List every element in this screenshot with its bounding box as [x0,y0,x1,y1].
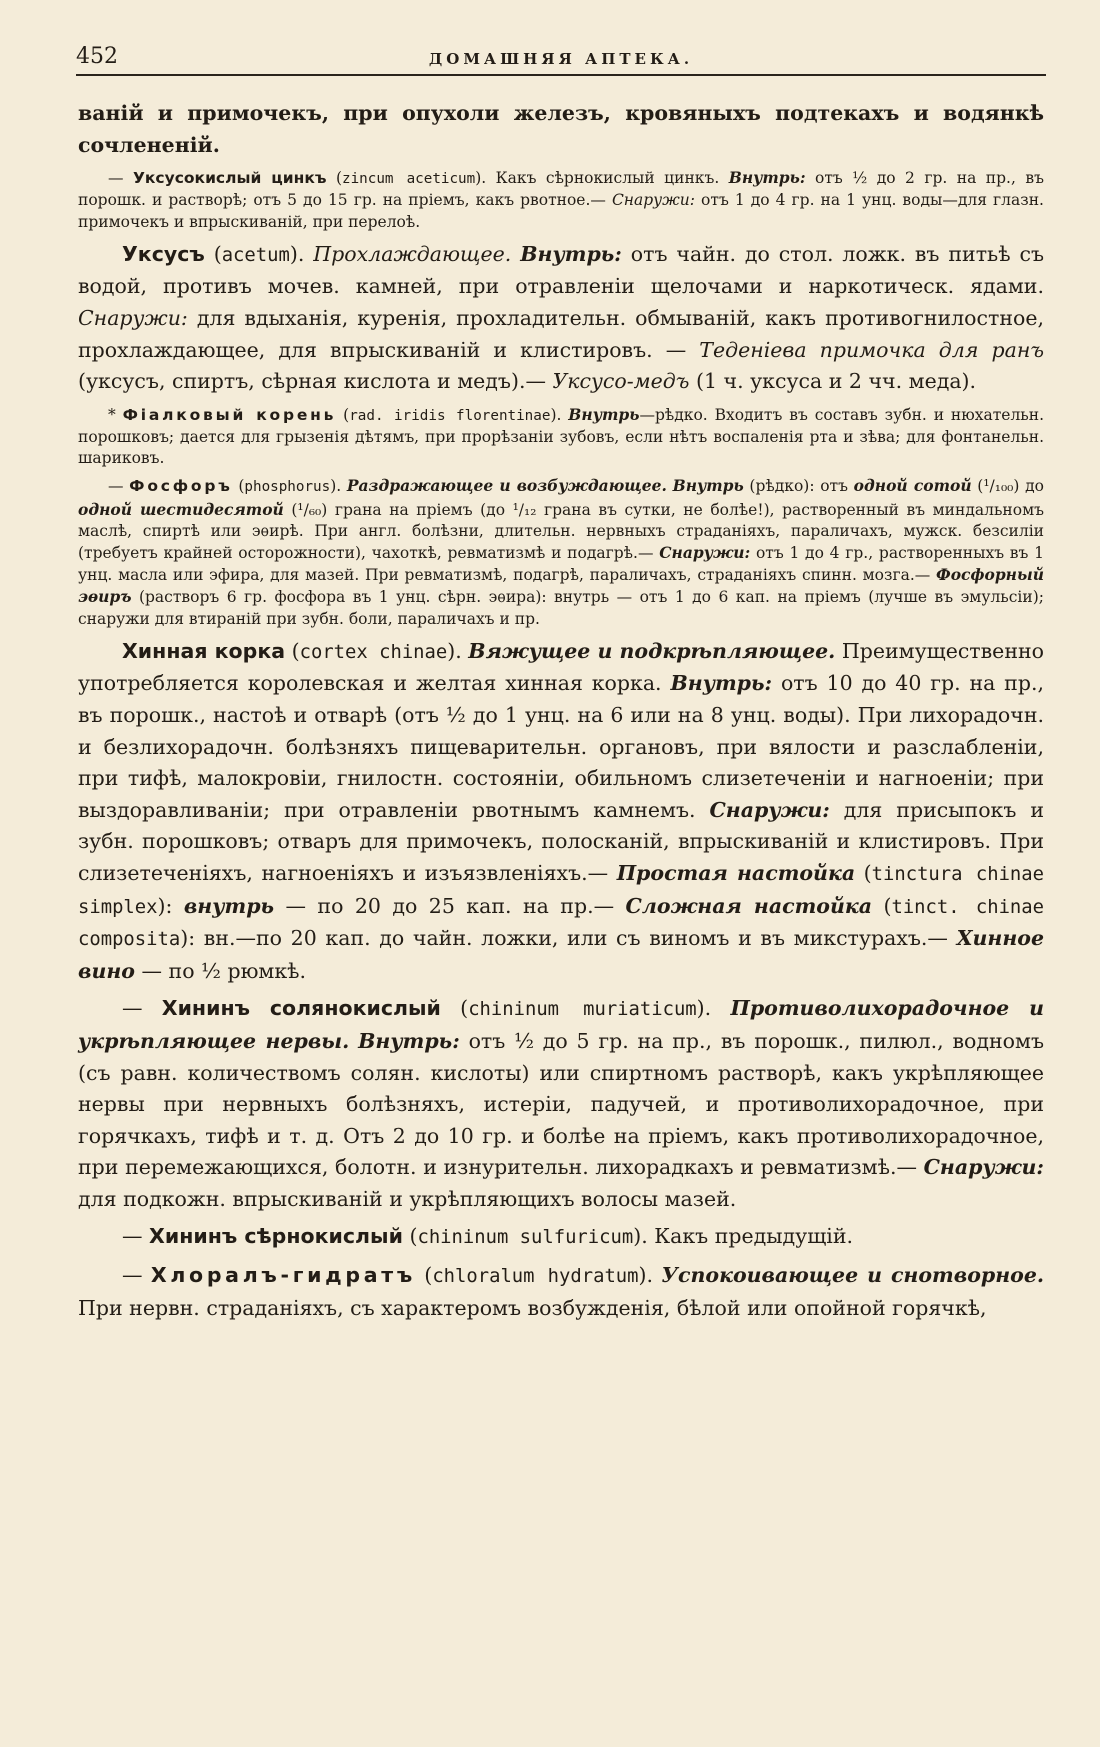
text-span: — [122,996,162,1021]
paragraph [78,1221,1044,1254]
usage-label: Внутрь: [728,168,806,188]
text-span: (1 ч. уксуса и 2 чч. меда). [689,369,977,394]
text-span: отъ 10 до 40 гр. на пр., въ порошк., настоѣ и отварѣ (отъ ½ до 1 унц. на 6 или на 8 унц. воды). При лихорадочн. и безлихорадочн. болѣзняхъ пищеварительн. органовъ, при вялости и разслабленіи, при тифѣ, малокровіи, гнилостн. состояніи, обильномъ слизетеченіи и нагноеніи; при выздоравливаніи; при отравленіи рвотнымъ камнемъ. [78,671,1045,822]
text-span: ( [285,638,300,663]
text-span: (уксусъ, спиртъ, сѣрная кислота и медъ).— [78,369,553,394]
usage-label: Противолихорадочное и укрѣпляющее нервы. [78,996,1045,1053]
latin-name: tinct. chinae composita [78,895,1044,951]
text-span: ( [415,1263,433,1288]
paragraph [78,404,1044,470]
paragraph [78,475,1044,629]
italic-text: Прохлаждающее. [313,241,512,266]
text-span: — по 20 до 25 кап. на пр.— [274,893,626,918]
usage-label: Простая настойка [616,860,856,885]
entry-term: Хинная корка [122,638,286,663]
page-number: 452 [76,44,118,69]
paragraph [78,98,1044,161]
usage-label: Хинное вино [78,926,1044,983]
italic-text: Уксусо-медъ [552,369,690,394]
latin-name: cortex chinae [299,640,448,663]
running-title: ДОМАШНЯЯ АПТЕКА. [428,50,694,68]
text-span [349,1029,358,1053]
latin-name: rad. iridis florentinae [349,407,551,424]
usage-label: Внутрь [672,476,744,496]
entry-term: Уксусъ [122,241,205,266]
entry-term: Фосфоръ [129,477,233,496]
text-span: ): [157,893,184,918]
text-span: ). [696,996,731,1021]
page-header [76,40,1046,74]
text-span: — по ½ рюмкѣ. [135,958,307,983]
text-span: ): вн.—по 20 кап. до чайн. ложки, или съ виномъ и въ микстурахъ.— [180,926,957,951]
text-span: — [108,477,130,496]
text-span: ). Какъ сѣрнокислый цинкъ. [475,169,729,188]
text-span: — [122,1224,150,1249]
text-span: (¹/₁₀₀) до [971,477,1044,496]
text-span: для вдыханія, куренія, прохладительн. обмываній, какъ противогнилостное, прохлаждающее, для впрыскиваній и клистировъ. — [78,305,1044,362]
text-span: ( [204,241,222,266]
entry-term: Уксусокислый цинкъ [132,169,327,188]
text-span: — [108,169,133,188]
text-span: отъ 1 до 4 гр. на 1 унц. воды—для глазн. примочекъ и впрыскиваній, при перелоѣ. [78,191,1044,231]
usage-label: Успокоивающее и снотворное. [661,1263,1045,1288]
latin-name: tinctura chinae simplex [78,862,1044,918]
entry-term: Хининъ сѣрнокислый [149,1224,403,1249]
text-span: —рѣдко. Входитъ въ составъ зубн. и нюхательн. порошковъ; дается для грызенія дѣтямъ, при прорѣзаніи зубовъ, если нѣтъ воспаленія рта и зѣва; для фонтанельн. шариковъ. [78,405,1045,468]
usage-label: Снаружи: [659,542,751,562]
paragraph [78,1260,1044,1324]
text-span: ). [550,405,569,424]
latin-name: zincum aceticum [342,171,476,188]
paragraph [78,636,1044,988]
usage-label: одной шестидесятой [78,499,284,519]
text-span: ( [855,860,872,885]
latin-name: chloralum hydratum [432,1265,639,1288]
text-span: ). [638,1263,662,1288]
text-span: ( [440,996,469,1021]
text-span [511,242,520,266]
usage-label: Внутрь: [358,1028,460,1053]
text-span: — [122,1263,151,1288]
text-span: При нервн. страданіяхъ, съ характеромъ возбужденія, бѣлой или опойной горячкѣ, [78,1295,987,1320]
text-span: ). [289,241,314,266]
text-span: ). Какъ предыдущій. [633,1224,854,1249]
italic-text: Теденіева примочка для ранъ [699,337,1044,362]
text-span: ваній и примочекъ, при опухоли железъ, кровяныхъ подтекахъ и водянкѣ сочлененій. [78,101,1044,157]
text-span: ). [447,638,469,663]
usage-label: Снаружи: [923,1155,1044,1180]
usage-label: Снаружи: [709,797,830,822]
usage-label: Фосфорный эѳиръ [78,565,1044,607]
latin-name: acetum [221,243,290,266]
usage-label: Внутрь [568,404,640,424]
entry-term: Хининъ солянокислый [161,996,441,1021]
usage-label: Сложная настойка [625,893,873,918]
text-span: * [108,405,123,424]
latin-name: phosphorus [244,479,331,496]
text-span: Преимущественно употребляется королевская и желтая хинная корка. [78,638,1044,696]
usage-label: Внутрь: [670,671,773,696]
usage-label: одной сотой [853,476,972,496]
paragraph [78,239,1044,398]
paragraph [78,993,1044,1215]
text-span: ). [330,477,347,496]
text-span: ( [326,169,342,188]
text-span: ( [872,893,892,918]
text-span: ( [232,477,245,496]
text-span: отъ ½ до 2 гр. на пр., въ порошк. и растворѣ; отъ 5 до 15 гр. на пріемъ, какъ рвотное.— [78,169,1044,210]
text-span: (рѣдко): отъ [743,477,854,496]
entry-term: Фіалковый корень [122,405,337,424]
text-span: отъ ½ до 5 гр. на пр., въ порошк., пилюл., водномъ (съ равн. количествомъ солян. кислоты) или спиртномъ растворѣ, какъ укрѣпляющее нервы при нервныхъ болѣзняхъ, истеріи, падучей, и противолихорадочное, при горячкахъ, тифѣ и т. д. Отъ 2 до 10 гр. и болѣе на пріемъ, какъ противолихорадочное, при перемежающихся, болотн. и изнурительн. лихорадкахъ и ревматизмѣ.— [78,1028,1044,1180]
entry-term: Хлоралъ-гидратъ [150,1263,416,1288]
paragraph [78,167,1044,233]
text-span: отъ чайн. до стол. ложк. въ питьѣ съ водой, противъ мочев. камней, при отравленіи щелочами и наркотическ. ядами. [78,241,1044,299]
text-span: (растворъ 6 гр. фосфора въ 1 унц. сѣрн. эѳира): внутрь — отъ 1 до 6 кап. на пріемъ (лучше въ эмульсіи); снаружи для втираній при зубн. боли, параличахъ и пр. [78,588,1044,628]
text-span: ( [402,1224,418,1249]
page-body [78,92,1044,1324]
usage-label: Внутрь: [520,241,622,266]
usage-label: внутрь [183,893,275,918]
text-span: отъ 1 до 4 гр., растворенныхъ въ 1 унц. масла или эфира, для мазей. При ревматизмѣ, подагрѣ, параличахъ, страданіяхъ спинн. мозга.— [78,543,1044,585]
header-rule [76,74,1046,76]
text-span: для присыпокъ и зубн. порошковъ; отваръ для примочекъ, полосканій, впрыскиваній и клистировъ. При слизетеченіяхъ, нагноеніяхъ и изъязвленіяхъ.— [78,797,1044,885]
latin-name: chininum sulfuricum [417,1226,634,1249]
italic-text: Снаружи: [611,191,695,210]
text-span: (¹/₆₀) грана на пріемъ (до ¹/₁₂ грана въ сутки, не болѣе!), растворенный въ миндальномъ маслѣ, спиртѣ или эѳирѣ. При англ. болѣзни, длительн. нервныхъ страданіяхъ, параличахъ, мужск. безсиліи (требуетъ крайней осторожности), чахоткѣ, ревматизмѣ и подагрѣ.— [78,500,1044,562]
italic-text: Снаружи: [78,305,188,330]
usage-label: Раздражающее и возбуждающее. [346,476,667,496]
text-span: ( [336,405,350,424]
usage-label: Вяжущее и подкрѣпляющее. [468,638,836,663]
latin-name: chininum muriaticum [468,998,697,1021]
text-span: для подкожн. впрыскиваній и укрѣпляющихъ волосы мазей. [78,1186,737,1211]
